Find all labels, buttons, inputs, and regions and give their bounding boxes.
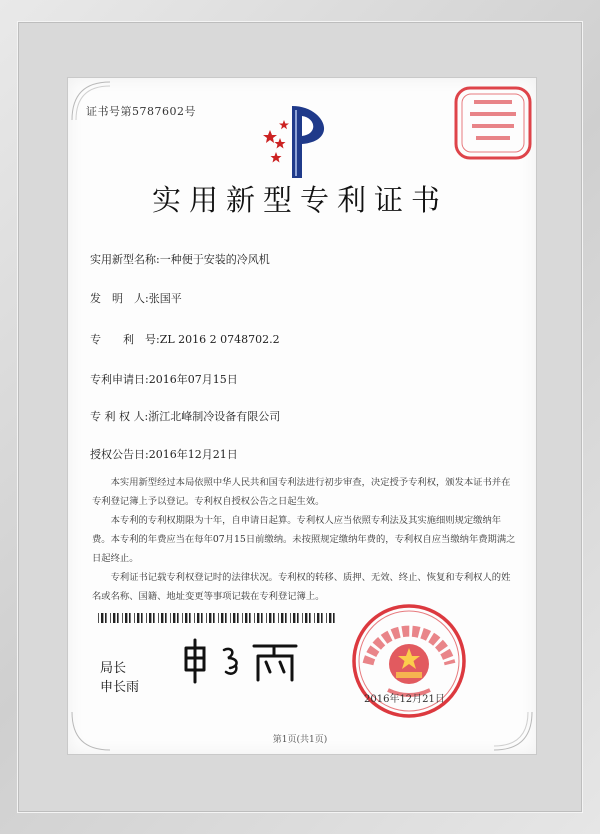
barcode-bar xyxy=(110,613,111,623)
barcode-bar xyxy=(321,613,323,623)
field-label: 专 利 权 人: xyxy=(90,410,149,423)
barcode-bar xyxy=(117,613,119,623)
barcode-bar xyxy=(122,613,123,623)
barcode-bar xyxy=(134,613,135,623)
field-value: 张国平 xyxy=(148,292,182,305)
field-filing-date xyxy=(90,371,238,387)
page-number: 第1页(共1页) xyxy=(272,735,328,745)
barcode-bar xyxy=(221,613,223,623)
barcode-bar xyxy=(213,613,215,623)
barcode-bar xyxy=(293,613,295,623)
body-paragraph: 专利证书记载专利权登记时的法律状况。专利权的转移、质押、无效、终止、恢复和专利权人的姓名或名称、国籍、地址变更等事项记载在专利登记簿上。 xyxy=(92,572,511,602)
barcode-bar xyxy=(141,613,143,623)
field-value: 一种便于安装的冷风机 xyxy=(159,253,270,266)
director-title: 局长 xyxy=(100,661,127,676)
field-label: 实用新型名称: xyxy=(90,253,160,266)
seal-date: 2016年12月21日 xyxy=(364,694,445,705)
barcode-bar xyxy=(201,613,203,623)
barcode-bar xyxy=(194,613,195,623)
barcode-bar xyxy=(266,613,267,623)
barcode-bar xyxy=(242,613,243,623)
certificate-title: 实用新型专利证书 xyxy=(151,183,448,217)
barcode-bar xyxy=(158,613,159,623)
body-paragraph: 本专利的专利权期限为十年，自申请日起算。专利权人应当依照专利法及其实施细则规定缴纳年费。本专利的年费应当在每年07月15日前缴纳。未按照规定缴纳年费的，专利权自应当缴纳年费期满之日起终止。 xyxy=(92,515,516,564)
barcode-bar xyxy=(185,613,187,623)
barcode-bar xyxy=(278,613,279,623)
field-patentee xyxy=(90,408,280,424)
barcode-bar xyxy=(326,613,327,623)
field-patent-number xyxy=(90,331,280,347)
field-label: 专利申请日: xyxy=(90,373,149,386)
barcode-bar xyxy=(113,613,115,623)
barcode-bar xyxy=(257,613,259,623)
director-name: 申长雨 xyxy=(100,680,140,695)
barcode-bar xyxy=(273,613,275,623)
barcode-bar xyxy=(333,613,335,623)
barcode-bar xyxy=(177,613,179,623)
barcode-bar xyxy=(297,613,299,623)
barcode-bar xyxy=(309,613,311,623)
barcode-bar xyxy=(281,613,283,623)
barcode-bar xyxy=(105,613,107,623)
barcode-bar xyxy=(290,613,291,623)
barcode-bar xyxy=(209,613,211,623)
barcode-bar xyxy=(269,613,271,623)
barcode-bar xyxy=(285,613,287,623)
barcode-bar xyxy=(317,613,319,623)
barcode-bar xyxy=(173,613,175,623)
barcode-bar xyxy=(149,613,151,623)
field-value: 2016年07月15日 xyxy=(148,373,238,386)
handwritten-signature xyxy=(180,636,320,684)
barcode-bar xyxy=(206,613,207,623)
field-value: 浙江北峰制冷设备有限公司 xyxy=(148,410,281,423)
barcode-bar xyxy=(302,613,303,623)
barcode-bar xyxy=(261,613,263,623)
barcode-bar xyxy=(170,613,171,623)
field-value: ZL 2016 2 0748702.2 xyxy=(159,333,280,346)
barcode-bar xyxy=(129,613,131,623)
field-utility-model-name xyxy=(90,251,270,267)
barcode-bar xyxy=(98,613,99,623)
sipo-logo-icon xyxy=(256,98,336,186)
field-label: 授权公告日: xyxy=(90,448,149,461)
barcode-bar xyxy=(161,613,163,623)
barcode-bar xyxy=(189,613,191,623)
barcode-bar xyxy=(230,613,231,623)
agency-seal-icon xyxy=(450,80,536,166)
body-paragraph: 本实用新型经过本局依照中华人民共和国专利法进行初步审查，决定授予专利权，颁发本证书并在专利登记簿上予以登记。专利权自授权公告之日起生效。 xyxy=(92,477,511,507)
corner-ornament-icon xyxy=(492,710,534,752)
barcode-bar xyxy=(197,613,199,623)
barcode-bar xyxy=(249,613,251,623)
barcode-bar xyxy=(245,613,247,623)
barcode-bar xyxy=(233,613,235,623)
corner-ornament-icon xyxy=(70,710,112,752)
barcode-bar xyxy=(146,613,147,623)
field-label: 专 利 号: xyxy=(90,333,160,346)
barcode-bar xyxy=(218,613,219,623)
barcode-bar xyxy=(125,613,127,623)
barcode-bar xyxy=(153,613,155,623)
field-grant-date xyxy=(90,446,238,462)
barcode-bar xyxy=(225,613,227,623)
field-value: 2016年12月21日 xyxy=(148,448,238,461)
barcode-bar xyxy=(329,613,331,623)
barcode-bar xyxy=(137,613,139,623)
barcode-bar xyxy=(254,613,255,623)
barcode-bar xyxy=(314,613,315,623)
barcode-icon xyxy=(98,613,338,623)
barcode-bar xyxy=(182,613,183,623)
field-label: 发 明 人: xyxy=(90,292,149,305)
barcode-bar xyxy=(101,613,103,623)
certificate-body xyxy=(92,473,516,606)
barcode-bar xyxy=(165,613,167,623)
certificate-number: 证书号第5787602号 xyxy=(86,105,196,118)
field-inventor xyxy=(90,290,182,306)
barcode-bar xyxy=(305,613,307,623)
barcode-bar xyxy=(237,613,239,623)
